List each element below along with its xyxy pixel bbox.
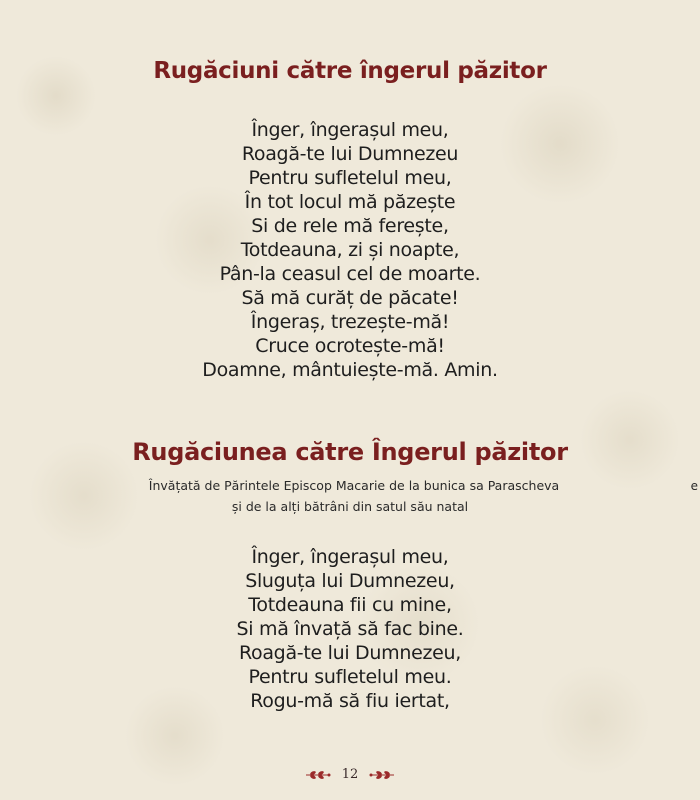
section-2-title: Rugăciunea către Îngerul păzitor [132,438,568,466]
verse-line: Totdeauna fii cu mine, [248,594,452,616]
page-footer [0,764,700,784]
left-leaf-ornament-icon [305,770,331,780]
section-2-subtitle-line-2: și de la alți bătrâni din satul său natal [231,499,469,514]
verse-line: Rogu-mă să fiu iertat, [250,690,450,712]
right-leaf-ornament-icon [369,770,395,780]
verse-line: Cruce ocrotește-mă! [255,335,445,357]
verse-line: Totdeauna, zi și noapte, [240,239,460,261]
verse-line: Îngeraș, trezește-mă! [250,311,450,333]
verse-line: Să mă curăț de păcate! [241,287,459,309]
verse-line: Doamne, mântuiește-mă. Amin. [202,359,498,381]
verse-line: Roagă-te lui Dumnezeu [241,143,459,165]
edge-text-fragment: e [690,479,698,493]
verse-line: Si mă învață să fac bine. [236,618,464,640]
verse-line: Roagă-te lui Dumnezeu, [238,642,462,664]
section-2-subtitle-line-1: Învățată de Părintele Episcop Macarie de la bunica sa Parascheva [148,478,560,493]
verse-line: Pentru sufletelul meu, [248,167,452,189]
page-number: 12 [341,766,359,782]
verse-line: Înger, îngerașul meu, [251,119,449,141]
verse-line: Si de rele mă ferește, [251,215,449,237]
verse-line: Pân-la ceasul cel de moarte. [219,263,481,285]
prayer-1-verses [0,118,700,382]
verse-line: Sluguța lui Dumnezeu, [245,570,455,592]
verse-line: Înger, îngerașul meu, [251,546,449,568]
section-1-title: Rugăciuni către îngerul păzitor [153,58,547,84]
verse-line: În tot locul mă păzește [244,191,456,213]
verse-line: Pentru sufletelul meu. [248,666,452,688]
prayer-2-verses [0,545,700,713]
